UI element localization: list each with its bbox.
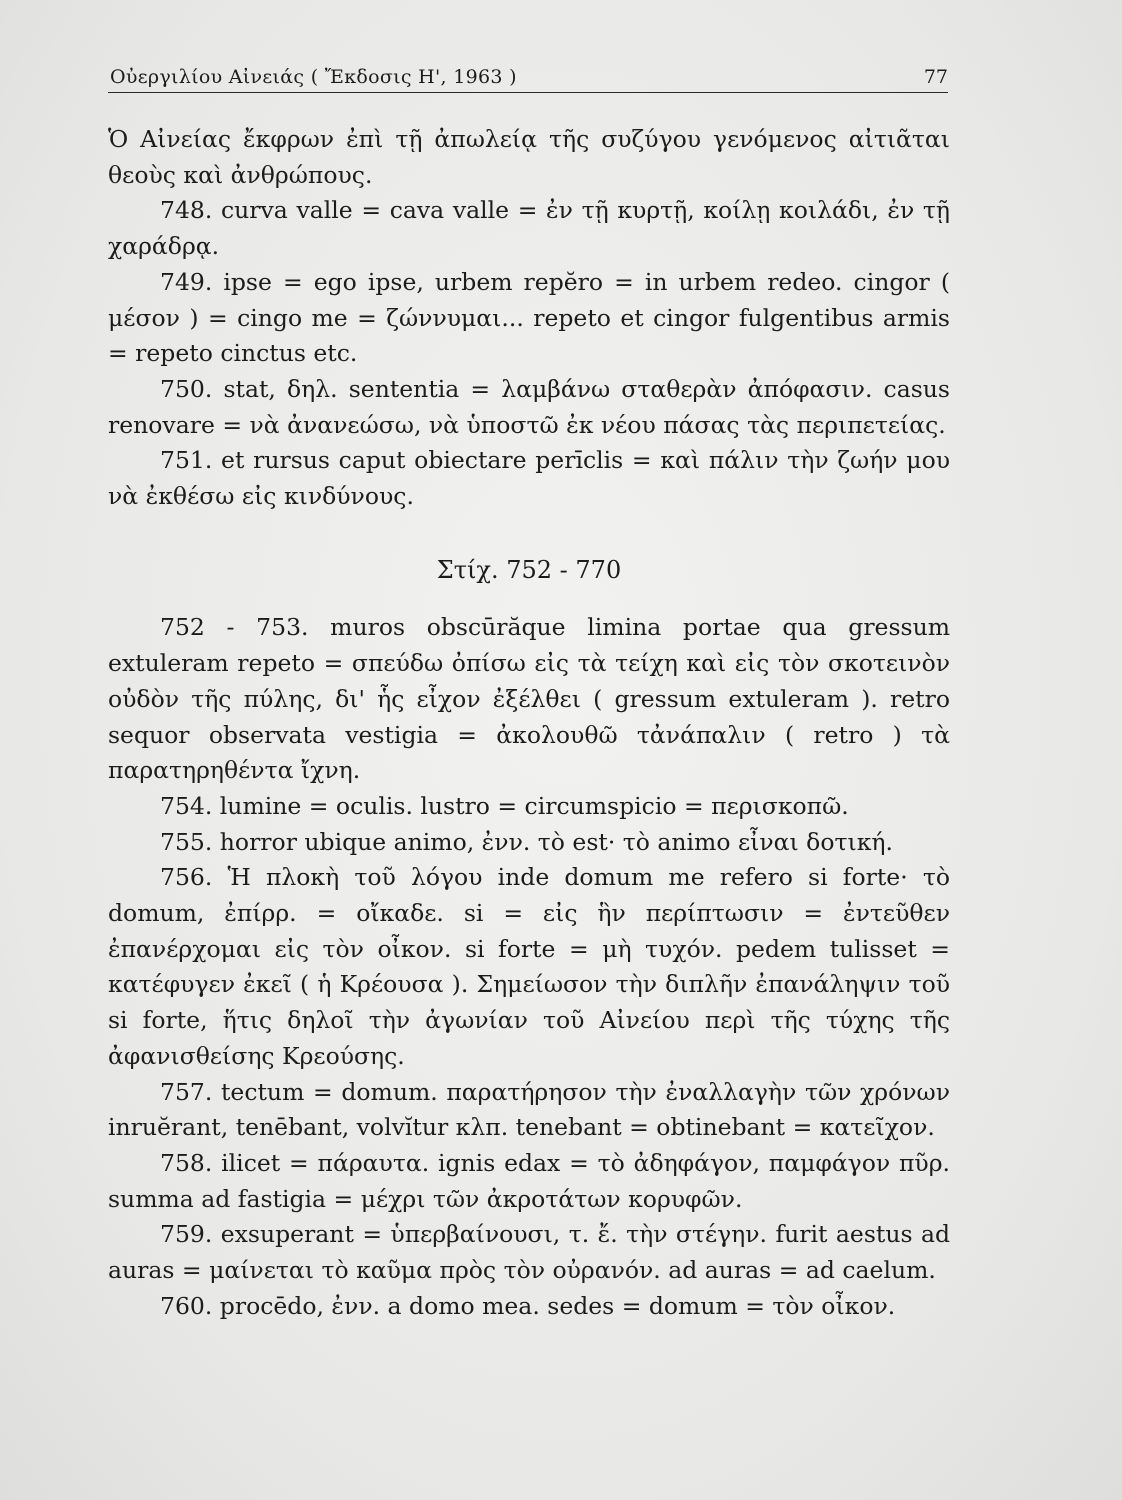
note-751: 751. et rursus caput obiectare perīclis = καὶ πάλιν τὴν ζωήν μου νὰ ἐκθέσω εἰς κινδύνους. — [108, 446, 950, 511]
note-758: 758. ilicet = πάραυτα. ignis edax = τὸ ἀδηφάγον, παμφάγον πῦρ. summa ad fastigia = μέχρι τῶν ἀκροτάτων κορυφῶν. — [108, 1148, 950, 1213]
note-750: 750. stat, δηλ. sententia = λαμβάνω σταθερὰν ἀπόφασιν. casus renovare = νὰ ἀνανεώσω, νὰ ὑποστῶ ἐκ νέου πάσας τὰς περιπετείας. — [108, 374, 950, 439]
note-759: 759. exsuperant = ὑπερβαίνουσι, τ. ἔ. τὴν στέγην. furit aestus ad auras = μαίνεται τὸ καῦμα πρὸς τὸν οὐρανόν. ad auras = ad caelum. — [108, 1220, 950, 1285]
note-754: 754. lumine = oculis. lustro = circumspicio = περισκοπῶ. — [160, 791, 849, 820]
running-title: Οὐεργιλίου Αἰνειάς ( Ἔκδοσις Η', 1963 ) — [110, 66, 517, 88]
section-heading: Στίχ. 752 - 770 — [436, 555, 622, 584]
note-755: 755. horror ubique animo, ἐνν. τὸ est· τὸ animo εἶναι δοτική. — [160, 827, 893, 856]
note-749: 749. ipse = ego ipse, urbem repĕro = in urbem redeo. cingor ( μέσον ) = cingo me = ζώννυμαι... repeto et cingor fulgentibus armis = repeto cinctus etc. — [108, 267, 950, 368]
note-757: 757. tectum = domum. παρατήρησον τὴν ἐναλλαγὴν τῶν χρόνων inruĕrant, tenēbant, volvĭtur κλπ. tenebant = obtinebant = κατεῖχον. — [108, 1077, 950, 1142]
note-752-753: 752 - 753. muros obscūrăque limina portae qua gressum extuleram repeto = σπεύδω ὀπίσω εἰς τὰ τείχη καὶ εἰς τὸν σκοτεινὸν οὐδὸν τῆς πύλης, δι' ἧς εἶχον ἐξέλθει ( gressum extuleram ). retro sequor observata vestigia = ἀκολουθῶ τἀνάπαλιν ( retro ) τὰ παρατηρηθέντα ἴχνη. — [108, 613, 950, 785]
page-body — [108, 122, 950, 1325]
note-748: 748. curva valle = cava valle = ἐν τῇ κυρτῇ, κοίλῃ κοιλάδι, ἐν τῇ χαράδρᾳ. — [108, 196, 950, 261]
note-760: 760. procēdo, ἐνν. a domo mea. sedes = domum = τὸν οἶκον. — [160, 1291, 896, 1320]
intro-paragraph: Ὁ Αἰνείας ἔκφρων ἐπὶ τῇ ἀπωλείᾳ τῆς συζύγου γενόμενος αἰτιᾶται θεοὺς καὶ ἀνθρώπους. — [108, 125, 950, 189]
note-756: 756. Ἡ πλοκὴ τοῦ λόγου inde domum me refero si forte· τὸ domum, ἐπίρρ. = οἴκαδε. si = εἰς ἣν περίπτωσιν = ἐντεῦθεν ἐπανέρχομαι εἰς τὸν οἶκον. si forte = μὴ τυχόν. pedem tulisset = κατέφυγεν ἐκεῖ ( ἡ Κρέουσα ). Σημείωσον τὴν διπλῆν ἐπανάληψιν τοῦ si forte, ἥτις δηλοῖ τὴν ἀγωνίαν τοῦ Αἰνείου περὶ τῆς τύχης τῆς ἀφανισθείσης Κρεούσης. — [108, 863, 950, 1070]
page-number: 77 — [923, 66, 948, 88]
running-header — [108, 62, 948, 93]
